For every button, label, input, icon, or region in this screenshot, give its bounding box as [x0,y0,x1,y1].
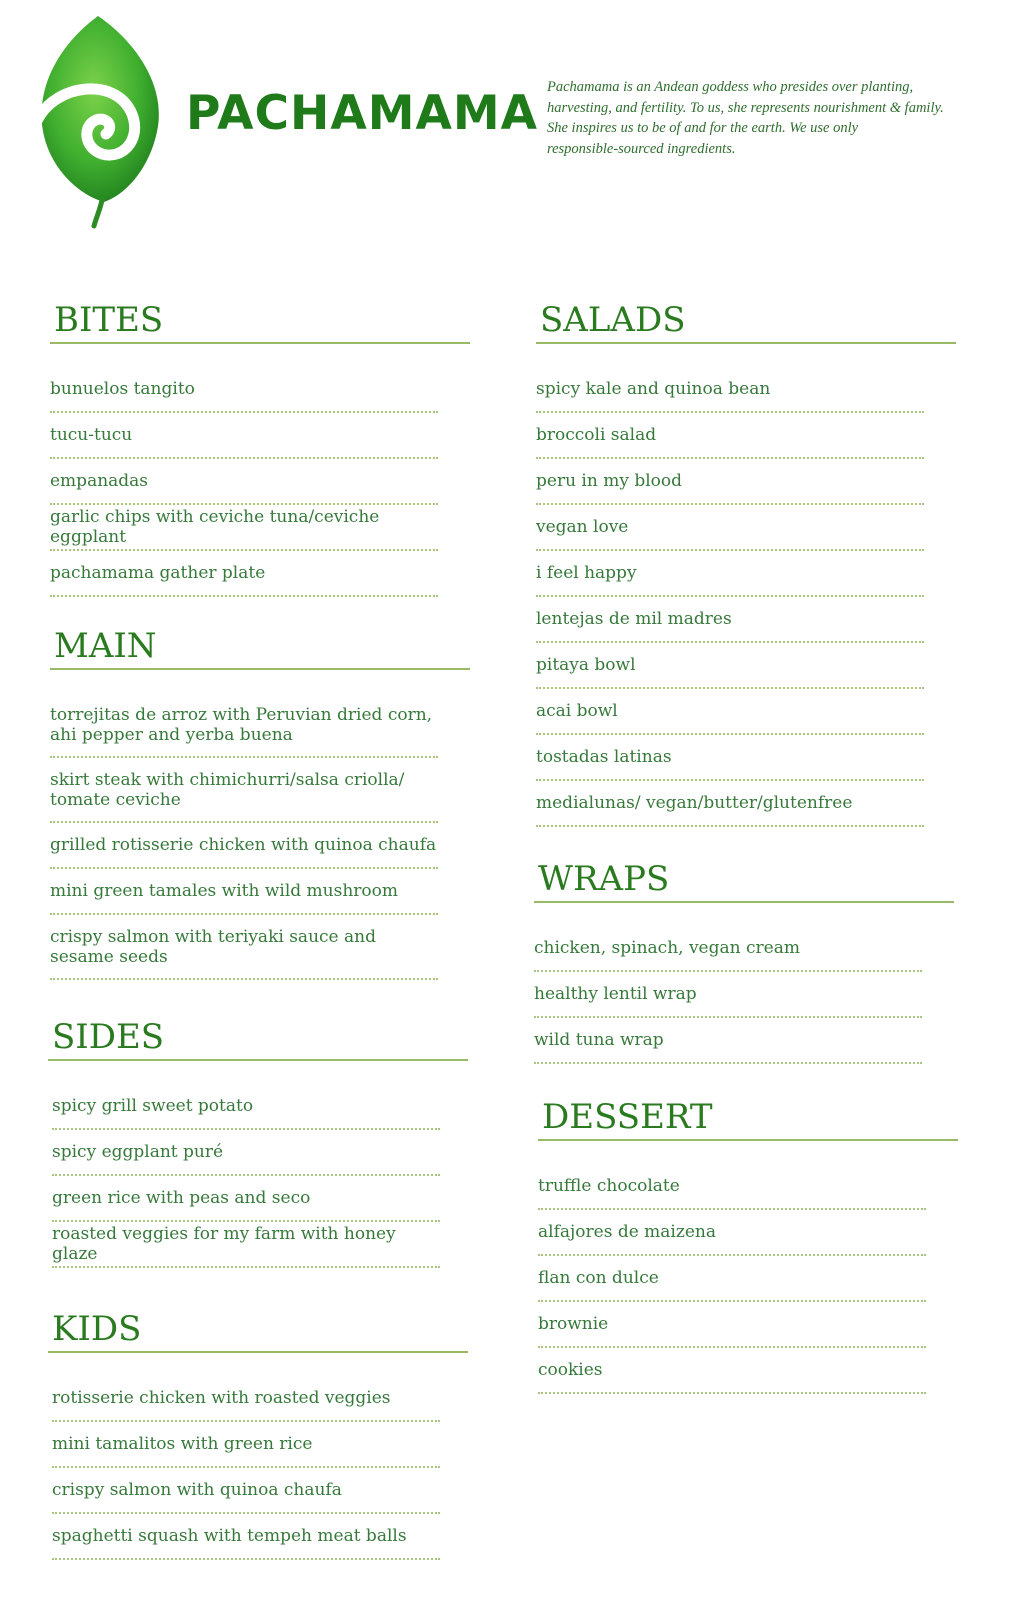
section-wraps [534,857,954,1064]
section-salads [536,298,956,827]
menu-item [50,413,438,459]
menu-item-label: pitaya bowl [536,655,636,675]
menu-item-label: grilled rotisserie chicken with quinoa chaufa [50,835,437,855]
menu-item-label: bunuelos tangito [50,379,195,399]
section-title: DESSERT [538,1095,958,1141]
menu-item-label: crispy salmon with quinoa chaufa [52,1480,342,1500]
menu-item-label: alfajores de maizena [538,1222,716,1242]
menu-item [50,693,438,758]
brand-tagline: Pachamama is an Andean goddess who presides over planting, harvesting, and fertility. To us, she represents nourishment & family. She inspires us to be of and for the earth. We use only responsible-sourced ingredients. [547,79,944,157]
menu-item [538,1302,926,1348]
section-title: SALADS [536,298,956,344]
menu-item-label: peru in my blood [536,471,683,491]
menu-item [536,413,924,459]
section-dessert [538,1095,958,1394]
menu-item [534,926,922,972]
section-title: SIDES [48,1015,468,1061]
menu-item [52,1376,440,1422]
menu-item [538,1348,926,1394]
menu-item [50,758,438,823]
section-title: WRAPS [534,857,954,903]
menu-item [52,1468,440,1514]
menu-item-label: truffle chocolate [538,1176,680,1196]
menu-item-label: lentejas de mil madres [536,609,732,629]
menu-item [538,1164,926,1210]
menu-item-label: ahi pepper and yerba buena [50,724,293,745]
menu-item-label: tucu-tucu [50,425,133,445]
menu-item-label: mini green tamales with wild mushroom [50,881,399,901]
section-title: KIDS [48,1307,468,1353]
menu-item-label: acai bowl [536,701,618,721]
menu-item-label: tostadas latinas [536,747,672,767]
menu-item-label: vegan love [536,517,629,537]
menu-item-label: broccoli salad [536,425,657,445]
menu-item-label: spaghetti squash with tempeh meat balls [52,1526,407,1546]
menu-item [536,643,924,689]
menu-item [536,367,924,413]
menu-item-label: torrejitas de arroz with Peruvian dried corn, [50,704,433,725]
menu-list [48,1084,468,1268]
menu-item-label: rotisserie chicken with roasted veggies [52,1388,391,1408]
leaf-spiral-icon [36,14,166,229]
menu-list [50,693,470,980]
menu-item-label: garlic chips with ceviche tuna/ceviche eggplant [50,507,380,547]
menu-item-label: flan con dulce [538,1268,659,1288]
section-sides [48,1015,468,1268]
menu-item [52,1084,440,1130]
menu-item-label: wild tuna wrap [534,1030,664,1050]
menu-item-label: healthy lentil wrap [534,984,697,1004]
menu-item [50,869,438,915]
menu-item-label: chicken, spinach, vegan cream [534,938,800,958]
menu-item-label: crispy salmon with teriyaki sauce and [50,926,376,947]
menu-item-label: cookies [538,1360,603,1380]
menu-item-label: sesame seeds [50,946,168,967]
menu-list [538,1164,958,1394]
menu-item-label: brownie [538,1314,609,1334]
section-title: BITES [50,298,470,344]
menu-item [52,1514,440,1560]
menu-item-label: mini tamalitos with green rice [52,1434,313,1454]
menu-item [50,505,438,551]
menu-item [536,781,924,827]
menu-item-label: green rice with peas and seco [52,1188,311,1208]
menu-item [538,1256,926,1302]
menu-list [48,1376,468,1560]
menu-item [50,823,438,869]
menu-list [50,367,470,597]
menu-item [534,972,922,1018]
menu-item-label: roasted veggies for my farm with honey glaze [52,1224,396,1264]
section-kids [48,1307,468,1560]
menu-list [534,926,954,1064]
menu-item-label: spicy grill sweet potato [52,1096,254,1116]
menu-item [538,1210,926,1256]
menu-item [52,1176,440,1222]
menu-item-label: tomate ceviche [50,789,181,810]
menu-item [50,551,438,597]
menu-item [536,551,924,597]
menu-item [52,1222,440,1268]
menu-item-label: i feel happy [536,563,637,583]
menu-item-label: pachamama gather plate [50,563,266,583]
menu-item [536,459,924,505]
menu-list [536,367,956,827]
menu-item [52,1130,440,1176]
section-main [50,624,470,980]
menu-item [534,1018,922,1064]
menu-item [50,915,438,980]
menu-item-label: skirt steak with chimichurri/salsa criolla/ [50,769,405,790]
brand-name: PACHAMAMA [186,86,538,141]
menu-item [52,1422,440,1468]
menu-item-label: spicy kale and quinoa bean [536,379,771,399]
menu-item-label: empanadas [50,471,149,491]
menu-item-label: medialunas/ vegan/butter/glutenfree [536,793,853,813]
menu-item [536,689,924,735]
section-title: MAIN [50,624,470,670]
menu-item-label: spicy eggplant puré [52,1142,224,1162]
section-bites [50,298,470,597]
menu-item [536,735,924,781]
menu-item [536,597,924,643]
menu-item [50,367,438,413]
menu-item [50,459,438,505]
menu-item [536,505,924,551]
